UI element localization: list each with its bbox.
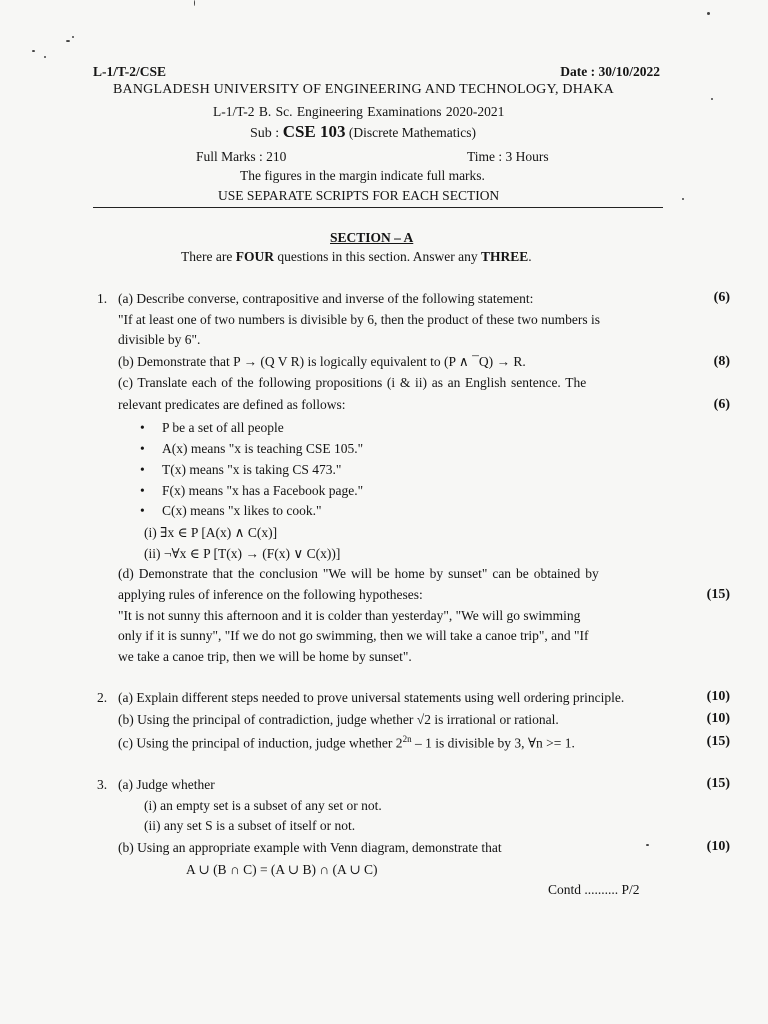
instruction: USE SEPARATE SCRIPTS FOR EACH SECTION: [218, 188, 500, 203]
subject-line: [250, 122, 476, 142]
q2c-text-part: (c) Using the principal of induction, judge whether 2: [118, 735, 403, 751]
q2b-text: (b) Using the principal of contradiction, judge whether √2 is irrational or rational.: [118, 712, 559, 727]
university-name: BANGLADESH UNIVERSITY OF ENGINEERING AND TECHNOLOGY, DHAKA: [113, 82, 614, 97]
predicate-item: • C(x) means "x likes to cook.": [162, 503, 322, 519]
q2a-marks: (10): [706, 689, 730, 704]
section-intro: [181, 249, 532, 265]
scan-speck: [44, 56, 46, 58]
q1a-marks: (6): [713, 290, 730, 305]
q3a-part-ii: (ii) any set S is a subset of itself or not.: [144, 818, 356, 833]
q3b-text: (b) Using an appropriate example with Venn diagram, demonstrate that: [118, 840, 502, 855]
q2c-text-part: – 1 is divisible by 3, ∀n >= 1.: [411, 735, 575, 751]
q3b-formula: A ∪ (B ∩ C) = (A ∪ B) ∩ (A ∪ C): [186, 862, 378, 877]
q3a-part-i: (i) an empty set is a subset of any set or not.: [144, 798, 382, 813]
predicate-item: • P be a set of all people: [162, 420, 284, 436]
predicate-item: • T(x) means "x is taking CS 473.": [162, 462, 341, 478]
scan-speck: [66, 40, 70, 42]
exam-title: L-1/T-2 B. Sc. Engineering Examinations 2020-2021: [213, 104, 505, 119]
intro-three: THREE: [480, 249, 529, 264]
q2b-marks: (10): [706, 711, 730, 726]
q1c-proposition-i: (i) ∃x ∈ P [A(x) ∧ C(x)]: [144, 525, 278, 540]
scan-speck: [711, 98, 713, 100]
q1-number: 1.: [97, 291, 108, 306]
q2-number: 2.: [97, 690, 108, 705]
course-number: CSE 103: [282, 122, 346, 141]
q1c-marks: (6): [713, 397, 730, 412]
course-name: (Discrete Mathematics): [345, 125, 476, 140]
section-title: SECTION – A: [330, 230, 414, 245]
predicate-item: • A(x) means "x is teaching CSE 105.": [162, 441, 363, 457]
q3b-marks: (10): [706, 839, 730, 854]
scan-speck: [682, 198, 684, 200]
q1c-text: (c) Translate each of the following propositions (i & ii) as an English sentence. The: [118, 375, 587, 390]
subject-prefix: Sub :: [250, 126, 283, 141]
scan-speck: [72, 36, 74, 38]
scan-speck: [194, 0, 195, 6]
q1b-marks: (8): [713, 354, 730, 369]
predicate-item: • F(x) means "x has a Facebook page.": [162, 483, 363, 499]
q1a-quote: "If at least one of two numbers is divisible by 6, then the product of these two numbers is: [118, 312, 601, 327]
divider: [93, 207, 663, 208]
q1a-text: (a) Describe converse, contrapositive and inverse of the following statement:: [118, 291, 534, 306]
q1d-hypothesis: "It is not sunny this afternoon and it is colder than yesterday", "We will go swimming: [118, 608, 581, 623]
exam-time: Time : 3 Hours: [467, 149, 549, 164]
q1d-text: applying rules of inference on the following hypotheses:: [118, 587, 423, 602]
q1c-text: relevant predicates are defined as follows:: [118, 397, 346, 412]
exam-date: Date : 30/10/2022: [560, 64, 660, 79]
q3-number: 3.: [97, 777, 108, 792]
continued-note: Contd .......... P/2: [548, 882, 640, 897]
q3a-text: (a) Judge whether: [118, 777, 215, 792]
q3a-marks: (15): [706, 776, 730, 791]
scan-speck: [32, 50, 35, 52]
q1d-hypothesis: only if it is sunny", "If we do not go swimming, then we will take a canoe trip", and "If: [118, 628, 589, 643]
margin-note: The figures in the margin indicate full marks.: [240, 168, 485, 183]
q1b-text: (b) Demonstrate that P → (Q V R) is logically equivalent to (P ∧ ¯Q) → R.: [118, 354, 526, 369]
intro-text: .: [528, 249, 532, 264]
q1d-text: (d) Demonstrate that the conclusion "We will be home by sunset" can be obtained by: [118, 566, 599, 581]
q2c-exponent: 2n: [402, 734, 412, 744]
full-marks: Full Marks : 210: [196, 149, 287, 164]
scan-speck: [707, 12, 710, 15]
q2a-text: (a) Explain different steps needed to prove universal statements using well ordering principle.: [118, 690, 625, 705]
q2c-text: [118, 734, 575, 752]
scan-speck: [646, 844, 649, 846]
q2c-marks: (15): [706, 734, 730, 749]
intro-four: FOUR: [235, 249, 274, 264]
q1d-marks: (15): [706, 587, 730, 602]
q1a-quote: divisible by 6".: [118, 332, 201, 347]
intro-text: questions in this section. Answer any: [273, 249, 481, 264]
q1d-hypothesis: we take a canoe trip, then we will be home by sunset".: [118, 649, 412, 664]
course-code: L-1/T-2/CSE: [93, 64, 167, 79]
intro-text: There are: [181, 249, 236, 264]
q1c-proposition-ii: (ii) ¬∀x ∈ P [T(x) → (F(x) ∨ C(x))]: [144, 546, 341, 561]
